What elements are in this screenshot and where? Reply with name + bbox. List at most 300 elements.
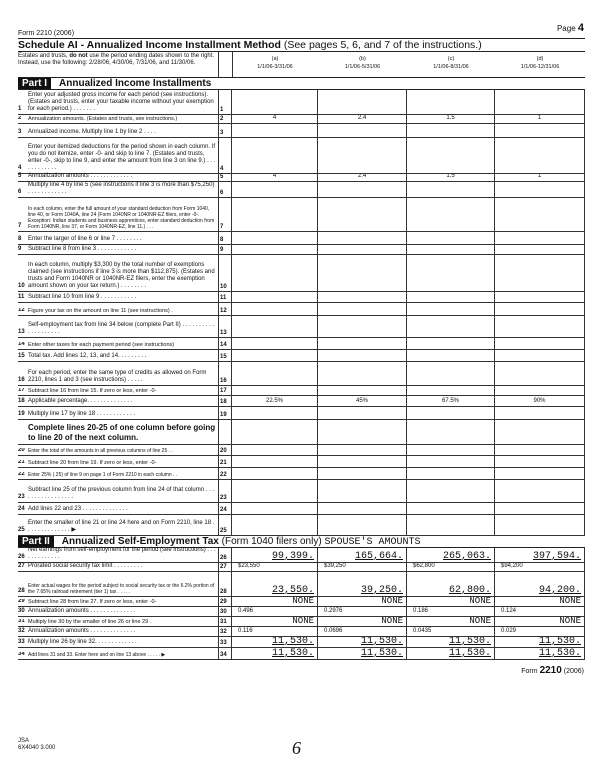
line-box-number: 23 xyxy=(218,480,232,502)
cell-d[interactable] xyxy=(495,338,585,349)
part2-title: Annualized Self-Employment Tax xyxy=(61,536,219,547)
cell-c[interactable]: NONE xyxy=(407,597,495,606)
line-number: 14 xyxy=(18,341,25,347)
cell-b[interactable] xyxy=(318,420,407,444)
line-label xyxy=(18,129,216,136)
cell-a[interactable] xyxy=(232,407,318,419)
form-header: Form 2210 (2006) xyxy=(18,30,75,37)
cell-b[interactable] xyxy=(318,338,407,349)
line-label xyxy=(18,236,216,243)
cell-a[interactable] xyxy=(232,338,318,349)
line-box-number: 33 xyxy=(218,637,232,647)
cell-c[interactable] xyxy=(407,232,495,244)
line-row-17 xyxy=(18,386,585,396)
line-number: 24 xyxy=(18,506,25,512)
line-number: 20 xyxy=(18,448,25,453)
cell-c[interactable] xyxy=(407,89,495,114)
line-row-30 xyxy=(18,607,585,617)
column-header-d xyxy=(495,55,585,71)
cell-c[interactable] xyxy=(407,503,495,514)
page-number xyxy=(557,22,584,34)
col-period: 1/1/06-8/31/06 xyxy=(433,64,469,70)
cell-d[interactable] xyxy=(495,232,585,244)
cell-d[interactable] xyxy=(495,198,585,231)
spouse-amounts-label: SPOUSE'S AMOUNTS xyxy=(324,537,421,548)
line-label xyxy=(18,262,216,290)
cell-c[interactable] xyxy=(407,255,495,291)
cell-c[interactable] xyxy=(407,445,495,455)
line-box-number: 15 xyxy=(218,350,232,361)
cell-a[interactable] xyxy=(232,255,318,291)
line-number: 5 xyxy=(18,173,22,179)
cell-b[interactable]: 39,250. xyxy=(318,572,407,596)
line-box-number: 34 xyxy=(218,648,232,659)
line-label xyxy=(18,583,216,595)
line-box-number: 16 xyxy=(218,362,232,385)
cell-b[interactable] xyxy=(318,480,407,502)
line-row-15 xyxy=(18,350,585,362)
cell-a[interactable]: 4 xyxy=(232,115,318,123)
cell-d[interactable] xyxy=(495,89,585,114)
cell-b[interactable]: 0.2976 xyxy=(318,607,407,616)
cell-b[interactable]: 2.4 xyxy=(318,174,407,181)
cell-a[interactable] xyxy=(232,292,318,302)
line-number: 2 xyxy=(18,115,22,121)
cell-a[interactable] xyxy=(232,456,318,467)
line-box-number: 2 xyxy=(218,115,232,123)
line-label xyxy=(18,116,216,123)
line-row-29 xyxy=(18,597,585,607)
line-label xyxy=(18,398,216,405)
cell-c[interactable] xyxy=(407,420,495,444)
cell-b[interactable] xyxy=(318,182,407,197)
cell-d[interactable] xyxy=(495,468,585,479)
line-text: Self-employment tax from line 34 below (complete Part II) . . . . . . . . . . . . . . . . . . . . xyxy=(28,322,215,335)
cell-c[interactable] xyxy=(407,407,495,419)
line-box-number: 30 xyxy=(218,607,232,616)
line-row-33 xyxy=(18,637,585,648)
line-number: 26 xyxy=(18,554,25,560)
cell-a[interactable] xyxy=(232,420,318,444)
cell-a[interactable] xyxy=(232,445,318,455)
line-row-19 xyxy=(18,407,585,420)
cell-b[interactable] xyxy=(318,515,407,535)
cell-d[interactable] xyxy=(495,316,585,337)
line-text: Total tax. Add lines 12, 13, and 14. . . . . . . . . xyxy=(28,353,147,359)
cell-a[interactable]: NONE xyxy=(232,597,318,606)
line-box-number: 17 xyxy=(218,386,232,395)
column-header-a xyxy=(232,55,318,71)
cell-c[interactable]: 67.5% xyxy=(407,396,495,406)
line-row-2 xyxy=(18,115,585,124)
line-number: 3 xyxy=(18,129,22,135)
cell-d[interactable]: 1 xyxy=(495,115,585,123)
line-text: Subtract line 8 from line 3 . . . . . . . . . . . . xyxy=(28,246,137,252)
line-label xyxy=(18,619,216,626)
cell-a[interactable] xyxy=(232,182,318,197)
cell-b[interactable]: 11,530. xyxy=(318,637,407,647)
line-box-number: 8 xyxy=(218,232,232,244)
line-box-number: 18 xyxy=(218,396,232,406)
cell-b[interactable] xyxy=(318,456,407,467)
cell-c[interactable] xyxy=(407,515,495,535)
cell-a[interactable] xyxy=(232,303,318,315)
line-number: 21 xyxy=(18,459,25,465)
footer-form xyxy=(521,665,584,676)
cell-c[interactable] xyxy=(407,480,495,502)
cell-c[interactable]: 1.5 xyxy=(407,115,495,123)
line-text: Enter your itemized deductions for the period shown in each column. If you do not itemize, enter -0- and skip to line 7. (Estates and trusts, enter -0-, skip to line 9, and enter the amount from line 3 on line 9.) . . . . . . . . . . . . xyxy=(28,144,216,171)
cell-c[interactable] xyxy=(407,292,495,302)
line-box-number xyxy=(218,420,232,444)
cell-c[interactable]: NONE xyxy=(407,617,495,626)
line-number: 30 xyxy=(18,608,25,614)
cell-d[interactable] xyxy=(495,303,585,315)
line-number: 4 xyxy=(18,165,22,171)
line-text: Annualization amounts . . . . . . . . . . . . . . xyxy=(28,608,136,614)
handwritten-page-number: 6 xyxy=(292,738,301,758)
line-box-number: 6 xyxy=(218,182,232,197)
cell-c[interactable] xyxy=(407,338,495,349)
line-text: Complete lines 20-25 of one column before going to line 20 of the next column. xyxy=(28,423,216,442)
line-row-10 xyxy=(18,255,585,292)
line-text: Enter 25% (.25) of line 9 on page 1 of Form 2210 in each column . . xyxy=(28,472,178,478)
line-number: 27 xyxy=(18,563,25,569)
cell-a[interactable]: 23,550. xyxy=(232,572,318,596)
cell-b[interactable]: 0.0696 xyxy=(318,627,407,636)
cell-b[interactable]: NONE xyxy=(318,617,407,626)
cell-b[interactable] xyxy=(318,386,407,395)
cell-b[interactable] xyxy=(318,89,407,114)
cell-c[interactable]: 265,063. xyxy=(407,548,495,562)
line-text: Prorated social security tax limit . . . . . . . . . xyxy=(28,563,143,569)
cell-b[interactable] xyxy=(318,468,407,479)
cell-d[interactable]: 11,530. xyxy=(495,637,585,647)
cell-d[interactable] xyxy=(495,292,585,302)
note-post: use the period ending dates shown to the right. Instead, use the following: 2/28/06, 4/30/06, 7/31/06, and 11/30/06. xyxy=(18,53,215,66)
cell-c[interactable] xyxy=(407,198,495,231)
line-text: Enter the smaller of line 21 or line 24 here and on Form 2210, line 18 . . . . . . . . . . . . . . ▶ xyxy=(28,520,215,533)
cell-d[interactable]: NONE xyxy=(495,597,585,606)
line-row-3 xyxy=(18,124,585,138)
part1-title: Annualized Income Installments xyxy=(59,78,212,89)
line-number: 18 xyxy=(18,398,25,404)
cell-b[interactable] xyxy=(318,303,407,315)
jsa-code xyxy=(18,738,55,752)
line-number: 34 xyxy=(18,652,25,657)
line-box-number: 5 xyxy=(218,174,232,181)
form-prefix: Form xyxy=(521,668,538,675)
page-label: Page xyxy=(556,24,576,33)
cell-c[interactable] xyxy=(407,316,495,337)
line-box-number: 26 xyxy=(218,548,232,562)
cell-d[interactable]: 94,200. xyxy=(495,572,585,596)
cell-d[interactable] xyxy=(495,515,585,535)
line-label xyxy=(18,322,216,336)
cell-d[interactable] xyxy=(495,362,585,385)
cell-a[interactable]: 0.116 xyxy=(232,627,318,636)
cell-c[interactable]: 0.0435 xyxy=(407,627,495,636)
cell-a[interactable] xyxy=(232,245,318,254)
cell-b[interactable] xyxy=(318,316,407,337)
line-label xyxy=(18,246,216,253)
cell-b[interactable] xyxy=(318,245,407,254)
line-box-number: 7 xyxy=(218,198,232,231)
cell-b[interactable] xyxy=(318,350,407,361)
line-label xyxy=(18,506,216,513)
schedule-title-text: Schedule AI - Annualized Income Installment Method xyxy=(18,39,281,51)
line-label xyxy=(18,487,216,501)
line-text: Multiply line 17 by line 18 . . . . . . . . . . . . xyxy=(28,411,136,417)
line-text: Enter actual wages for the period subject to social security tax or the 6.2% portion of the 7.65% railroad retirement (tier 1) tax . . . . . xyxy=(28,583,215,595)
part2-subtitle: (Form 1040 filers only) xyxy=(221,536,322,547)
line-text: Subtract line 10 from line 9 . . . . . . . . . . . xyxy=(28,294,137,300)
line-row-20 xyxy=(18,445,585,456)
cell-a[interactable]: 4 xyxy=(232,174,318,181)
cell-d[interactable]: 397,594. xyxy=(495,548,585,562)
line-label xyxy=(18,599,216,606)
line-label xyxy=(18,563,216,570)
cell-b[interactable] xyxy=(318,138,407,173)
line-row-16 xyxy=(18,362,585,386)
jsa: JSA xyxy=(18,738,30,744)
cell-a[interactable] xyxy=(232,362,318,385)
line-text: Enter the larger of line 6 or line 7 . . . . . . . . xyxy=(28,236,142,242)
cell-c[interactable] xyxy=(407,456,495,467)
col-letter: (b) xyxy=(359,56,366,62)
line-label xyxy=(18,308,216,315)
col-period: 1/1/06-5/31/06 xyxy=(344,64,381,70)
line-row-26 xyxy=(18,548,585,563)
line-number: 29 xyxy=(18,598,25,604)
line-box-number: 9 xyxy=(218,245,232,254)
cell-b[interactable]: 2.4 xyxy=(318,115,407,123)
cell-d[interactable] xyxy=(495,245,585,254)
cell-c[interactable] xyxy=(407,124,495,137)
cell-c[interactable] xyxy=(407,350,495,361)
line-box-number: 4 xyxy=(218,138,232,173)
line-box-number: 31 xyxy=(218,617,232,626)
cell-d[interactable]: 11,530. xyxy=(495,648,585,659)
cell-c[interactable]: 0.186 xyxy=(407,607,495,616)
col-period: 1/1/06-12/31/06 xyxy=(520,64,560,70)
col-letter: (c) xyxy=(447,56,455,62)
cell-c[interactable] xyxy=(407,245,495,254)
cell-d[interactable]: 1 xyxy=(495,174,585,181)
cell-c[interactable] xyxy=(407,386,495,395)
line-number: 9 xyxy=(18,246,22,252)
cell-a[interactable] xyxy=(232,198,318,231)
line-text: Subtract line 28 from line 27. If zero or less, enter -0- xyxy=(28,598,157,605)
cell-b[interactable] xyxy=(318,445,407,455)
line-row-12 xyxy=(18,303,585,316)
cell-c[interactable] xyxy=(407,138,495,173)
cell-c[interactable]: $62,800 xyxy=(407,563,495,571)
line-number: 8 xyxy=(18,236,22,242)
form-code: 6X4040 3.000 xyxy=(18,745,56,751)
cell-b[interactable] xyxy=(318,362,407,385)
cell-a[interactable]: 22.5% xyxy=(232,396,318,406)
line-label xyxy=(18,92,216,113)
line-text: Subtract line 16 from line 15. If zero or less, enter -0- xyxy=(28,387,157,394)
header-linenum-col xyxy=(218,52,233,77)
cell-d[interactable] xyxy=(495,420,585,444)
line-number: 17 xyxy=(18,387,25,393)
cell-b[interactable] xyxy=(318,198,407,231)
line-text: Annualization amounts . . . . . . . . . . . . . xyxy=(28,173,133,179)
line-box-number: 29 xyxy=(218,597,232,606)
line-box-number: 1 xyxy=(218,89,232,114)
line-label xyxy=(18,460,216,467)
cell-a[interactable] xyxy=(232,515,318,535)
line-box-number: 28 xyxy=(218,572,232,596)
cell-b[interactable]: 11,530. xyxy=(318,648,407,659)
line-text: Subtract line 20 from line 19. If zero or less, enter -0- xyxy=(28,459,157,466)
line-box-number: 12 xyxy=(218,303,232,315)
cell-c[interactable]: 11,530. xyxy=(407,637,495,647)
cell-c[interactable] xyxy=(407,362,495,385)
cell-a[interactable] xyxy=(232,468,318,479)
cell-a[interactable] xyxy=(232,89,318,114)
schedule-title xyxy=(18,38,585,52)
cell-d[interactable]: 0.029 xyxy=(495,627,585,636)
cell-d[interactable] xyxy=(495,182,585,197)
form-year: (2006) xyxy=(563,668,584,675)
cell-a[interactable] xyxy=(232,480,318,502)
line-label xyxy=(18,342,216,349)
cell-d[interactable]: 90% xyxy=(495,396,585,406)
line-label xyxy=(18,639,216,646)
line-text: Multiply line 30 by the smaller of line 26 or line 29 . xyxy=(28,618,152,625)
cell-a[interactable]: 99,399. xyxy=(232,548,318,562)
cell-d[interactable] xyxy=(495,456,585,467)
line-number: 10 xyxy=(18,283,25,289)
line-label xyxy=(18,370,216,384)
cell-d[interactable] xyxy=(495,138,585,173)
cell-d[interactable] xyxy=(495,386,585,395)
cell-b[interactable]: NONE xyxy=(318,597,407,606)
cell-b[interactable] xyxy=(318,407,407,419)
cell-a[interactable] xyxy=(232,138,318,173)
cell-c[interactable] xyxy=(407,303,495,315)
cell-a[interactable] xyxy=(232,503,318,514)
line-row-6 xyxy=(18,182,585,198)
cell-d[interactable]: $94,200 xyxy=(495,563,585,571)
cell-d[interactable] xyxy=(495,350,585,361)
note-pre: Estates and trusts, xyxy=(18,53,70,59)
cell-d[interactable]: NONE xyxy=(495,617,585,626)
cell-b[interactable] xyxy=(318,255,407,291)
line-number: 6 xyxy=(18,189,22,195)
cell-d[interactable] xyxy=(495,480,585,502)
line-label xyxy=(18,294,216,301)
line-text: Add lines 22 and 23 . . . . . . . . . . . . . . xyxy=(28,506,128,512)
line-row-24 xyxy=(18,503,585,515)
line-box-number: 24 xyxy=(218,503,232,514)
cell-b[interactable]: $39,250 xyxy=(318,563,407,571)
cell-d[interactable] xyxy=(495,407,585,419)
line-text: Net earnings from self-employment for the period (see instructions) . . . . . . . . . . . . . xyxy=(28,547,216,560)
estates-note xyxy=(18,53,216,67)
line-row-7 xyxy=(18,198,585,232)
cell-a[interactable]: 11,530. xyxy=(232,637,318,647)
line-row-22 xyxy=(18,468,585,480)
line-box-number: 13 xyxy=(218,316,232,337)
line-box-number: 20 xyxy=(218,445,232,455)
cell-d[interactable] xyxy=(495,124,585,137)
cell-a[interactable]: 0.496 xyxy=(232,607,318,616)
cell-d[interactable] xyxy=(495,503,585,514)
line-row-34 xyxy=(18,648,585,660)
cell-a[interactable] xyxy=(232,316,318,337)
col-period: 1/1/06-3/31/06 xyxy=(257,64,293,70)
cell-c[interactable] xyxy=(407,182,495,197)
line-box-number: 21 xyxy=(218,456,232,467)
cell-d[interactable] xyxy=(495,445,585,455)
cell-a[interactable] xyxy=(232,124,318,137)
line-number: 33 xyxy=(18,639,25,645)
line-text: For each period, enter the same type of credits as allowed on Form 2210, lines 1 and 3 (see instructions) . . . . . xyxy=(28,370,207,383)
cell-a[interactable]: $23,550 xyxy=(232,563,318,571)
line-box-number: 22 xyxy=(218,468,232,479)
cell-b[interactable]: 45% xyxy=(318,396,407,406)
cell-b[interactable] xyxy=(318,124,407,137)
cell-b[interactable] xyxy=(318,503,407,514)
cell-d[interactable] xyxy=(495,255,585,291)
line-row-5 xyxy=(18,174,585,182)
line-row-8 xyxy=(18,232,585,245)
line-number: 23 xyxy=(18,494,25,500)
line-number: 19 xyxy=(18,411,25,417)
line-row-13 xyxy=(18,316,585,338)
line-label xyxy=(18,608,216,615)
cell-d[interactable]: 0.124 xyxy=(495,607,585,616)
line-box-number: 3 xyxy=(218,124,232,137)
cell-a[interactable]: NONE xyxy=(232,617,318,626)
line-label xyxy=(18,520,216,534)
form-number: 2210 xyxy=(539,665,562,676)
line-text: Figure your tax on the amount on line 11 (see instructions) . xyxy=(28,307,173,314)
cell-a[interactable] xyxy=(232,232,318,244)
line-text: Annualized income. Multiply line 1 by line 2 . . . . xyxy=(28,129,156,135)
cell-c[interactable] xyxy=(407,468,495,479)
line-text: Enter other taxes for each payment period (see instructions) xyxy=(28,341,175,348)
line-label xyxy=(18,652,216,658)
cell-c[interactable]: 11,530. xyxy=(407,648,495,659)
line-box-number: 10 xyxy=(218,255,232,291)
line-number: 16 xyxy=(18,377,25,383)
cell-a[interactable] xyxy=(232,350,318,361)
cell-a[interactable]: 11,530. xyxy=(232,648,318,659)
cell-c[interactable]: 1.5 xyxy=(407,174,495,181)
line-text: Enter the total of the amounts in all previous columns of line 25 . . xyxy=(28,448,173,454)
cell-c[interactable]: 62,800. xyxy=(407,572,495,596)
cell-b[interactable]: 165,664. xyxy=(318,548,407,562)
line-number: 11 xyxy=(18,294,25,300)
cell-b[interactable] xyxy=(318,292,407,302)
line-row-28 xyxy=(18,572,585,597)
cell-a[interactable] xyxy=(232,386,318,395)
line-box-number: 14 xyxy=(218,338,232,349)
line-number: 25 xyxy=(18,527,25,533)
line-label xyxy=(18,448,216,454)
line-label xyxy=(18,388,216,395)
line-text: In each column, enter the full amount of your standard deduction from Form 1040, line 40, or Form 1040A, line 24 (Form 1040NR or 1040NR-EZ filers, enter -0-. Exception: Indian students and business apprentices, enter standard deduction from Form 1040NR, line 37, or Form 1040NR-EZ, line 11.) . . . xyxy=(28,206,215,230)
line-text: Annualization amounts. (Estates and trusts, see instructions.) xyxy=(28,115,178,122)
cell-b[interactable] xyxy=(318,232,407,244)
line-row-1 xyxy=(18,89,585,115)
line-number: 31 xyxy=(18,618,25,624)
